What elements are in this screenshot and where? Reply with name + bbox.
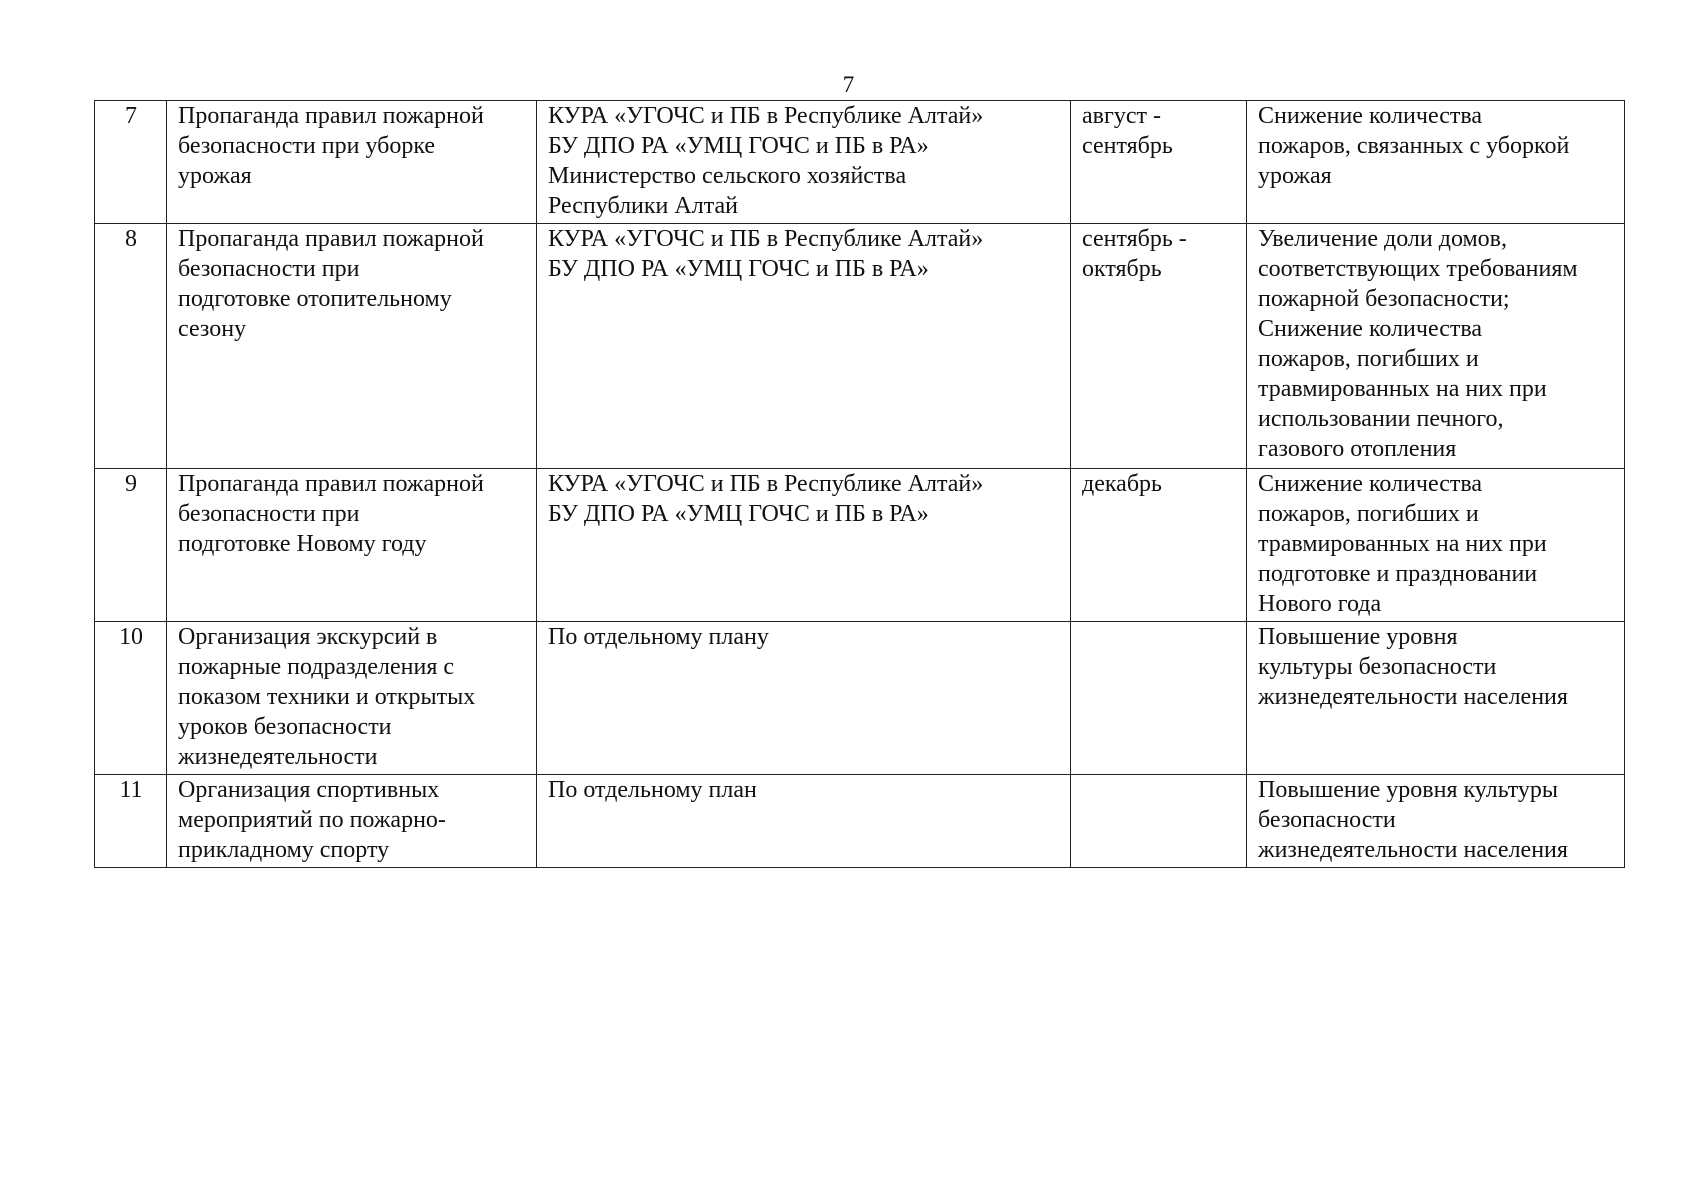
period-line: август - — [1082, 103, 1161, 129]
result-cell — [1247, 775, 1625, 868]
result-line: безопасности — [1258, 807, 1396, 833]
page-number: 7 — [842, 72, 855, 97]
activity-line: Пропаганда правил пожарной — [178, 103, 484, 129]
executor-line: По отдельному план — [548, 777, 757, 803]
activity-line: уроков безопасности — [178, 714, 392, 740]
activity-line: сезону — [178, 316, 247, 342]
table-row — [95, 622, 1625, 775]
executors-cell — [537, 622, 1071, 775]
executors-cell — [537, 775, 1071, 868]
table-row — [95, 224, 1625, 469]
activity-line: Организация экскурсий в — [178, 624, 438, 650]
activity-line: жизнедеятельности — [178, 744, 378, 770]
activity-line: безопасности при — [178, 256, 360, 282]
executors-cell — [537, 469, 1071, 622]
activity-line: урожая — [178, 163, 252, 189]
activity-line: подготовке отопительному — [178, 286, 452, 312]
activity-line: Организация спортивных — [178, 777, 440, 803]
table-row — [95, 775, 1625, 868]
row-number-cell: 9 — [95, 469, 167, 622]
activity-line: показом техники и открытых — [178, 684, 476, 710]
result-line: культуры безопасности — [1258, 654, 1497, 680]
result-line: жизнедеятельности населения — [1258, 837, 1568, 863]
result-cell — [1247, 224, 1625, 469]
executor-line: Республики Алтай — [548, 193, 738, 219]
result-line: Снижение количества — [1258, 316, 1483, 342]
row-number-cell: 7 — [95, 101, 167, 224]
result-line: пожаров, погибших и — [1258, 346, 1479, 372]
activity-cell — [167, 101, 537, 224]
period-cell — [1071, 101, 1247, 224]
result-line: урожая — [1258, 163, 1332, 189]
events-table — [94, 100, 1625, 868]
activity-cell — [167, 224, 537, 469]
result-line: соответствующих требованиям — [1258, 256, 1578, 282]
executor-line: КУРА «УГОЧС и ПБ в Республике Алтай» — [548, 226, 984, 252]
result-line: пожаров, связанных с уборкой — [1258, 133, 1570, 159]
result-line: Снижение количества — [1258, 471, 1483, 497]
result-line: Повышение уровня — [1258, 624, 1458, 650]
row-number-cell: 11 — [95, 775, 167, 868]
activity-line: мероприятий по пожарно- — [178, 807, 446, 833]
period-line: октябрь — [1082, 256, 1162, 282]
result-line: подготовке и праздновании — [1258, 561, 1538, 587]
result-cell — [1247, 101, 1625, 224]
result-line: жизнедеятельности населения — [1258, 684, 1568, 710]
activity-cell — [167, 775, 537, 868]
activity-line: безопасности при — [178, 501, 360, 527]
period-cell — [1071, 775, 1247, 868]
result-cell — [1247, 622, 1625, 775]
executor-line: Министерство сельского хозяйства — [548, 163, 907, 189]
result-line: пожаров, погибших и — [1258, 501, 1479, 527]
activity-line: прикладному спорту — [178, 837, 390, 863]
result-line: травмированных на них при — [1258, 531, 1547, 557]
table-body — [95, 101, 1625, 868]
activity-line: Пропаганда правил пожарной — [178, 226, 484, 252]
result-line: газового отопления — [1258, 436, 1457, 462]
table-row — [95, 101, 1625, 224]
period-line: сентябрь — [1082, 133, 1173, 159]
result-line: Снижение количества — [1258, 103, 1483, 129]
result-line: травмированных на них при — [1258, 376, 1547, 402]
executor-line: БУ ДПО РА «УМЦ ГОЧС и ПБ в РА» — [548, 133, 929, 159]
executor-line: По отдельному плану — [548, 624, 769, 650]
result-line: использовании печного, — [1258, 406, 1504, 432]
executor-line: КУРА «УГОЧС и ПБ в Республике Алтай» — [548, 103, 984, 129]
activity-line: безопасности при уборке — [178, 133, 436, 159]
row-number-cell: 8 — [95, 224, 167, 469]
executors-cell — [537, 101, 1071, 224]
result-line: Увеличение доли домов, — [1258, 226, 1507, 252]
period-cell — [1071, 469, 1247, 622]
row-number-cell: 10 — [95, 622, 167, 775]
period-line: декабрь — [1082, 471, 1162, 497]
activity-cell — [167, 469, 537, 622]
result-cell — [1247, 469, 1625, 622]
period-cell — [1071, 224, 1247, 469]
executor-line: КУРА «УГОЧС и ПБ в Республике Алтай» — [548, 471, 984, 497]
result-line: Нового года — [1258, 591, 1382, 617]
executor-line: БУ ДПО РА «УМЦ ГОЧС и ПБ в РА» — [548, 256, 929, 282]
period-line: сентябрь - — [1082, 226, 1187, 252]
activity-line: пожарные подразделения с — [178, 654, 455, 680]
period-cell — [1071, 622, 1247, 775]
activity-cell — [167, 622, 537, 775]
activity-line: Пропаганда правил пожарной — [178, 471, 484, 497]
result-line: Повышение уровня культуры — [1258, 777, 1559, 803]
executors-cell — [537, 224, 1071, 469]
table-row — [95, 469, 1625, 622]
executor-line: БУ ДПО РА «УМЦ ГОЧС и ПБ в РА» — [548, 501, 929, 527]
result-line: пожарной безопасности; — [1258, 286, 1510, 312]
activity-line: подготовке Новому году — [178, 531, 427, 557]
